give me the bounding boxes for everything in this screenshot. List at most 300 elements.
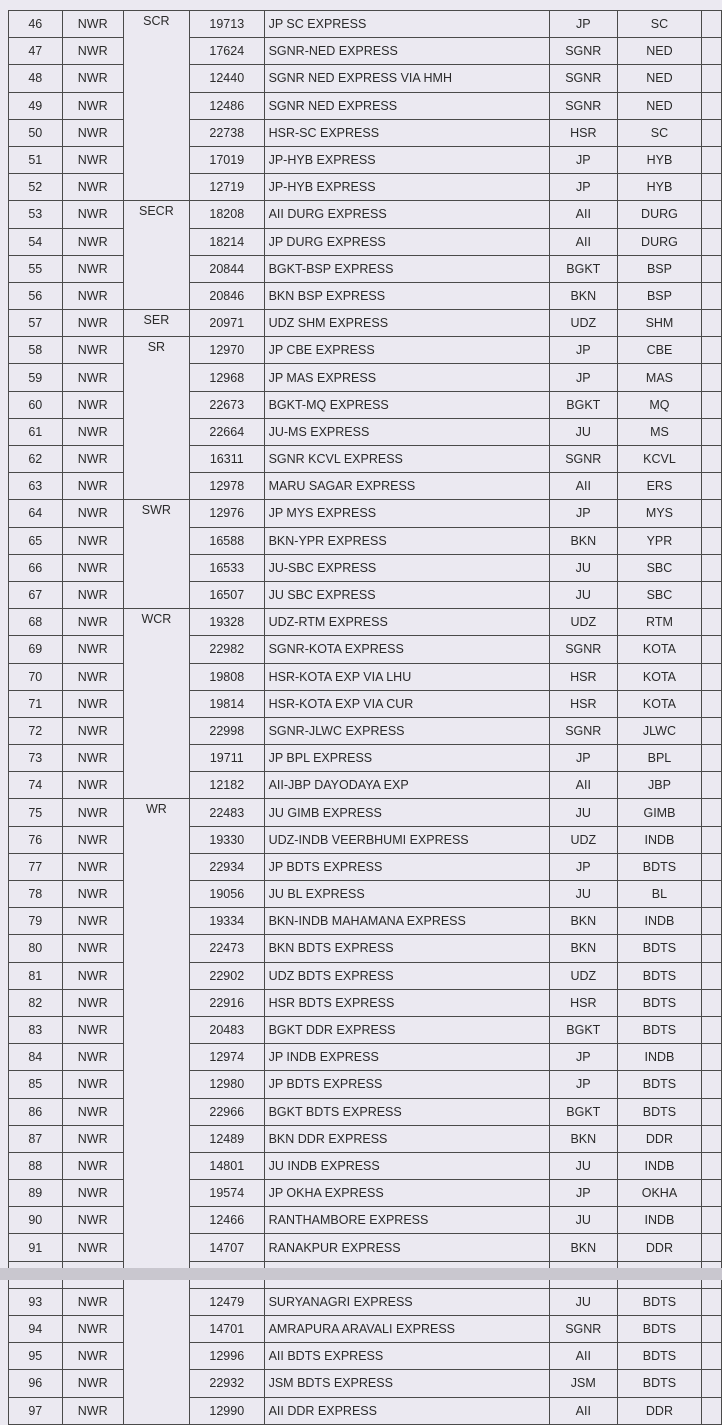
to-station-cell: INDB [617,1207,701,1234]
zone-cell: NWR [62,989,123,1016]
train-name-cell: JU GIMB EXPRESS [264,799,549,826]
to-station-cell: BDTS [617,935,701,962]
serial-number-cell: 83 [9,1016,63,1043]
zone-cell: NWR [62,92,123,119]
train-name-cell: BGKT BDTS EXPRESS [264,1098,549,1125]
train-name-cell: JU SBC EXPRESS [264,581,549,608]
zone-cell: NWR [62,201,123,228]
zone-cell: NWR [62,1370,123,1397]
table-row [9,853,722,880]
zone-cell: NWR [62,473,123,500]
extra-column-cell [702,310,722,337]
table-row [9,717,722,744]
train-number-cell: 19711 [189,745,264,772]
table-row [9,146,722,173]
extra-column-cell [702,908,722,935]
from-station-cell: JP [549,337,617,364]
destination-zone-cell [123,663,189,690]
table-row [9,1044,722,1071]
train-number-cell: 18208 [189,201,264,228]
extra-column-cell [702,1152,722,1179]
train-name-cell: BGKT-BSP EXPRESS [264,255,549,282]
destination-zone-cell [123,364,189,391]
train-name-cell: JP-HYB EXPRESS [264,146,549,173]
train-name-cell: SGNR KCVL EXPRESS [264,446,549,473]
to-station-cell: SBC [617,554,701,581]
train-name-cell: BGKT-MQ EXPRESS [264,391,549,418]
extra-column-cell [702,255,722,282]
extra-column-cell [702,1016,722,1043]
from-station-cell: BKN [549,935,617,962]
to-station-cell: MS [617,418,701,445]
zone-cell: NWR [62,174,123,201]
extra-column-cell [702,663,722,690]
zone-cell: NWR [62,337,123,364]
extra-column-cell [702,1234,722,1261]
train-name-cell: JP MAS EXPRESS [264,364,549,391]
extra-column-cell [702,1343,722,1370]
extra-column-cell [702,146,722,173]
from-station-cell: AII [549,1343,617,1370]
from-station-cell: BGKT [549,1016,617,1043]
extra-column-cell [702,690,722,717]
table-row [9,38,722,65]
table-row [9,1370,722,1397]
train-number-cell: 17019 [189,146,264,173]
table-row [9,826,722,853]
train-name-cell: BKN-INDB MAHAMANA EXPRESS [264,908,549,935]
to-station-cell: HYB [617,146,701,173]
from-station-cell: JU [549,581,617,608]
train-name-cell: JU INDB EXPRESS [264,1152,549,1179]
train-name-cell: SURYANAGRI EXPRESS [264,1288,549,1315]
table-row [9,11,722,38]
serial-number-cell: 55 [9,255,63,282]
extra-column-cell [702,1098,722,1125]
train-number-cell: 16311 [189,446,264,473]
from-station-cell: BGKT [549,1098,617,1125]
train-name-cell: JP BDTS EXPRESS [264,1071,549,1098]
destination-zone-cell [123,146,189,173]
from-station-cell: BGKT [549,391,617,418]
serial-number-cell: 59 [9,364,63,391]
serial-number-cell: 87 [9,1125,63,1152]
destination-zone-cell [123,826,189,853]
destination-zone-cell [123,1044,189,1071]
extra-column-cell [702,337,722,364]
train-number-cell: 22664 [189,418,264,445]
zone-cell: NWR [62,1397,123,1424]
to-station-cell: DURG [617,228,701,255]
destination-zone-cell [123,989,189,1016]
serial-number-cell: 50 [9,119,63,146]
to-station-cell: BDTS [617,1016,701,1043]
from-station-cell: JP [549,1044,617,1071]
table-row [9,119,722,146]
table-row [9,881,722,908]
train-name-cell: BKN BSP EXPRESS [264,282,549,309]
destination-zone-cell: SCR [123,11,189,38]
train-number-cell: 19330 [189,826,264,853]
to-station-cell: SC [617,119,701,146]
zone-cell: NWR [62,282,123,309]
serial-number-cell: 88 [9,1152,63,1179]
zone-cell: NWR [62,636,123,663]
destination-zone-cell [123,1370,189,1397]
table-row [9,310,722,337]
destination-zone-cell [123,228,189,255]
destination-zone-cell [123,853,189,880]
from-station-cell: HSR [549,119,617,146]
destination-zone-cell [123,1071,189,1098]
train-name-cell: JP MYS EXPRESS [264,500,549,527]
zone-cell: NWR [62,65,123,92]
to-station-cell: GIMB [617,799,701,826]
from-station-cell: UDZ [549,310,617,337]
from-station-cell: SGNR [549,717,617,744]
zone-cell: NWR [62,1016,123,1043]
train-name-cell: HSR-KOTA EXP VIA CUR [264,690,549,717]
train-name-cell: UDZ-INDB VEERBHUMI EXPRESS [264,826,549,853]
table-row [9,364,722,391]
train-number-cell: 14707 [189,1234,264,1261]
from-station-cell: JU [549,881,617,908]
serial-number-cell: 62 [9,446,63,473]
extra-column-cell [702,1397,722,1424]
zone-cell: NWR [62,11,123,38]
zone-cell: NWR [62,1125,123,1152]
serial-number-cell: 74 [9,772,63,799]
table-row [9,636,722,663]
train-name-cell: JP BPL EXPRESS [264,745,549,772]
train-number-cell: 12978 [189,473,264,500]
serial-number-cell: 85 [9,1071,63,1098]
train-name-cell: HSR BDTS EXPRESS [264,989,549,1016]
serial-number-cell: 54 [9,228,63,255]
from-station-cell: AII [549,473,617,500]
from-station-cell: JP [549,745,617,772]
from-station-cell: JP [549,11,617,38]
to-station-cell: OKHA [617,1180,701,1207]
serial-number-cell: 57 [9,310,63,337]
zone-cell: NWR [62,1316,123,1343]
to-station-cell: BDTS [617,1071,701,1098]
serial-number-cell: 78 [9,881,63,908]
serial-number-cell: 66 [9,554,63,581]
table-row [9,1098,722,1125]
extra-column-cell [702,92,722,119]
from-station-cell: SGNR [549,636,617,663]
zone-cell: NWR [62,38,123,65]
train-number-cell: 16588 [189,527,264,554]
to-station-cell: MQ [617,391,701,418]
to-station-cell: SHM [617,310,701,337]
from-station-cell: AII [549,1397,617,1424]
serial-number-cell: 89 [9,1180,63,1207]
table-row [9,962,722,989]
extra-column-cell [702,799,722,826]
table-row [9,1207,722,1234]
destination-zone-cell [123,38,189,65]
train-number-cell: 16533 [189,554,264,581]
table-row [9,908,722,935]
table-row [9,609,722,636]
to-station-cell: SC [617,11,701,38]
serial-number-cell: 58 [9,337,63,364]
extra-column-cell [702,1071,722,1098]
table-row [9,446,722,473]
destination-zone-cell [123,554,189,581]
destination-zone-cell [123,1288,189,1315]
destination-zone-cell [123,527,189,554]
serial-number-cell: 60 [9,391,63,418]
serial-number-cell: 95 [9,1343,63,1370]
serial-number-cell: 67 [9,581,63,608]
zone-cell: NWR [62,881,123,908]
extra-column-cell [702,609,722,636]
extra-column-cell [702,554,722,581]
zone-cell: NWR [62,799,123,826]
destination-zone-cell: SECR [123,201,189,228]
extra-column-cell [702,446,722,473]
extra-column-cell [702,364,722,391]
zone-cell: NWR [62,962,123,989]
train-number-cell: 12996 [189,1343,264,1370]
train-number-cell: 12968 [189,364,264,391]
zone-cell: NWR [62,853,123,880]
train-name-cell: RANTHAMBORE EXPRESS [264,1207,549,1234]
train-name-cell: AMRAPURA ARAVALI EXPRESS [264,1316,549,1343]
to-station-cell: KOTA [617,690,701,717]
train-number-cell: 19328 [189,609,264,636]
from-station-cell: JU [549,554,617,581]
destination-zone-cell [123,1125,189,1152]
zone-cell: NWR [62,609,123,636]
zone-cell: NWR [62,1343,123,1370]
to-station-cell: BDTS [617,989,701,1016]
to-station-cell: HYB [617,174,701,201]
train-name-cell: JU BL EXPRESS [264,881,549,908]
destination-zone-cell [123,1098,189,1125]
destination-zone-cell: SWR [123,500,189,527]
train-number-cell: 22483 [189,799,264,826]
serial-number-cell: 77 [9,853,63,880]
extra-column-cell [702,826,722,853]
train-number-cell: 14701 [189,1316,264,1343]
destination-zone-cell [123,255,189,282]
train-number-cell: 12970 [189,337,264,364]
train-number-cell: 22673 [189,391,264,418]
destination-zone-cell [123,1180,189,1207]
train-number-cell: 12182 [189,772,264,799]
extra-column-cell [702,717,722,744]
extra-column-cell [702,527,722,554]
table-row [9,418,722,445]
destination-zone-cell [123,636,189,663]
train-number-cell: 12489 [189,1125,264,1152]
train-name-cell: UDZ-RTM EXPRESS [264,609,549,636]
destination-zone-cell [123,418,189,445]
serial-number-cell: 46 [9,11,63,38]
zone-cell: NWR [62,1207,123,1234]
extra-column-cell [702,1288,722,1315]
table-row [9,1152,722,1179]
scan-bottom-edge [0,1268,722,1280]
extra-column-cell [702,282,722,309]
train-name-cell: HSR-SC EXPRESS [264,119,549,146]
train-number-cell: 12980 [189,1071,264,1098]
serial-number-cell: 81 [9,962,63,989]
from-station-cell: BKN [549,1234,617,1261]
from-station-cell: SGNR [549,65,617,92]
destination-zone-cell: SER [123,310,189,337]
to-station-cell: MAS [617,364,701,391]
serial-number-cell: 68 [9,609,63,636]
table-row [9,527,722,554]
to-station-cell: BDTS [617,962,701,989]
to-station-cell: DDR [617,1397,701,1424]
table-row [9,92,722,119]
train-name-cell: AII BDTS EXPRESS [264,1343,549,1370]
from-station-cell: JP [549,174,617,201]
destination-zone-cell [123,962,189,989]
train-number-cell: 19574 [189,1180,264,1207]
table-row [9,255,722,282]
zone-cell: NWR [62,391,123,418]
train-name-cell: SGNR-NED EXPRESS [264,38,549,65]
table-row [9,1071,722,1098]
zone-cell: NWR [62,690,123,717]
to-station-cell: DURG [617,201,701,228]
table-row [9,174,722,201]
destination-zone-cell [123,174,189,201]
extra-column-cell [702,853,722,880]
to-station-cell: ERS [617,473,701,500]
destination-zone-cell [123,717,189,744]
to-station-cell: SBC [617,581,701,608]
table-row [9,1343,722,1370]
to-station-cell: INDB [617,908,701,935]
serial-number-cell: 64 [9,500,63,527]
from-station-cell: BKN [549,1125,617,1152]
destination-zone-cell [123,772,189,799]
train-number-cell: 12466 [189,1207,264,1234]
train-number-cell: 22738 [189,119,264,146]
serial-number-cell: 76 [9,826,63,853]
to-station-cell: BDTS [617,1316,701,1343]
train-list-body [9,11,722,1425]
train-name-cell: BKN-YPR EXPRESS [264,527,549,554]
destination-zone-cell [123,908,189,935]
train-name-cell: JP OKHA EXPRESS [264,1180,549,1207]
zone-cell: NWR [62,1180,123,1207]
extra-column-cell [702,1180,722,1207]
zone-cell: NWR [62,1044,123,1071]
train-name-cell: SGNR-KOTA EXPRESS [264,636,549,663]
zone-cell: NWR [62,500,123,527]
serial-number-cell: 82 [9,989,63,1016]
train-number-cell: 14801 [189,1152,264,1179]
train-name-cell: BKN DDR EXPRESS [264,1125,549,1152]
from-station-cell: AII [549,201,617,228]
to-station-cell: MYS [617,500,701,527]
serial-number-cell: 94 [9,1316,63,1343]
zone-cell: NWR [62,1234,123,1261]
train-number-cell: 20971 [189,310,264,337]
to-station-cell: BL [617,881,701,908]
train-number-cell: 22966 [189,1098,264,1125]
train-number-cell: 12479 [189,1288,264,1315]
extra-column-cell [702,636,722,663]
from-station-cell: JU [549,799,617,826]
table-row [9,690,722,717]
from-station-cell: UDZ [549,826,617,853]
extra-column-cell [702,772,722,799]
zone-cell: NWR [62,228,123,255]
table-row [9,282,722,309]
from-station-cell: HSR [549,989,617,1016]
extra-column-cell [702,1044,722,1071]
table-row [9,1397,722,1424]
to-station-cell: BDTS [617,1343,701,1370]
train-name-cell: JSM BDTS EXPRESS [264,1370,549,1397]
from-station-cell: JP [549,853,617,880]
train-number-cell: 19334 [189,908,264,935]
zone-cell: NWR [62,310,123,337]
serial-number-cell: 52 [9,174,63,201]
train-name-cell: BKN BDTS EXPRESS [264,935,549,962]
from-station-cell: AII [549,228,617,255]
serial-number-cell: 61 [9,418,63,445]
to-station-cell: INDB [617,826,701,853]
zone-cell: NWR [62,554,123,581]
train-number-cell: 20844 [189,255,264,282]
zone-cell: NWR [62,717,123,744]
zone-cell: NWR [62,255,123,282]
table-row [9,228,722,255]
extra-column-cell [702,581,722,608]
train-name-cell: RANAKPUR EXPRESS [264,1234,549,1261]
destination-zone-cell [123,1397,189,1424]
from-station-cell: JP [549,1180,617,1207]
to-station-cell: KOTA [617,663,701,690]
serial-number-cell: 80 [9,935,63,962]
train-name-cell: AII-JBP DAYODAYA EXP [264,772,549,799]
table-row [9,1234,722,1261]
train-number-cell: 12486 [189,92,264,119]
to-station-cell: RTM [617,609,701,636]
table-row [9,337,722,364]
serial-number-cell: 90 [9,1207,63,1234]
train-name-cell: BGKT DDR EXPRESS [264,1016,549,1043]
extra-column-cell [702,391,722,418]
from-station-cell: JU [549,1288,617,1315]
from-station-cell: BKN [549,282,617,309]
extra-column-cell [702,228,722,255]
to-station-cell: NED [617,92,701,119]
extra-column-cell [702,11,722,38]
train-number-cell: 12719 [189,174,264,201]
train-number-cell: 20846 [189,282,264,309]
to-station-cell: YPR [617,527,701,554]
serial-number-cell: 79 [9,908,63,935]
extra-column-cell [702,500,722,527]
table-row [9,772,722,799]
to-station-cell: DDR [617,1234,701,1261]
table-row [9,554,722,581]
from-station-cell: JU [549,418,617,445]
extra-column-cell [702,1370,722,1397]
